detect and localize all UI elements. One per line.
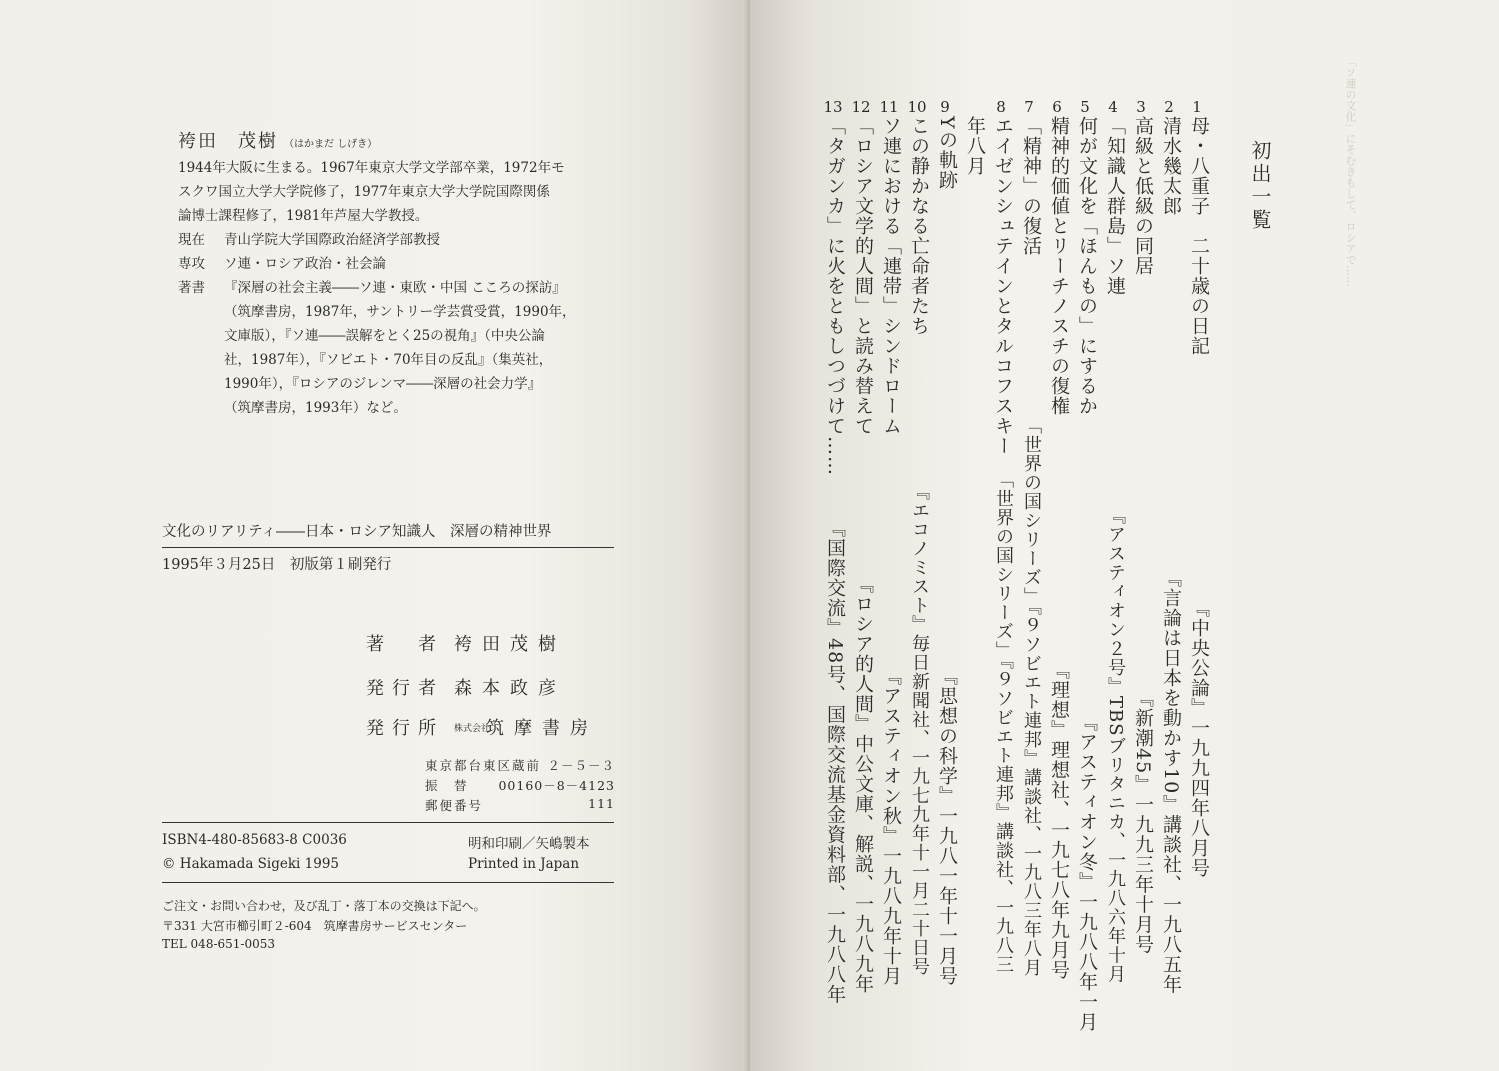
address-value: ２－５－３ [547, 758, 615, 773]
bio-line: 1944年大阪に生まる。1967年東京大学文学部卒業，1972年モ [178, 160, 565, 176]
works-line: （筑摩書房，1993年）など。 [224, 400, 407, 416]
item-title: Yの軌跡 [936, 116, 958, 190]
publisher-value: 筑摩書房 [486, 718, 598, 739]
item-source: 「世界の国シリーズ」『９ソビエト連邦』講談社、一九八三 [993, 470, 1014, 974]
item-title: 「タガンカ」に火をともしつづけて…… [824, 116, 846, 476]
works-line: （筑摩書房，1987年，サントリー学芸賞受賞，1990年， [224, 304, 576, 320]
item-source: 『エコノミスト』毎日新聞社、一九七九年十一月二十日号 [909, 482, 930, 976]
item-title: エイゼンシュテインとタルコフスキー [992, 116, 1014, 456]
works-line: 『深層の社会主義――ソ連・東欧・中国 こころの探訪』 [224, 280, 566, 296]
works-line: 1990年），『ロシアのジレンマ――深層の社会力学』 [224, 376, 542, 392]
current-position [178, 228, 618, 252]
item-source: 『アスティオン冬』一九八八年一月 [1076, 712, 1098, 1032]
bio-line: スクワ国立大学大学院修了，1977年東京大学大学院国際関係 [178, 184, 550, 200]
item-source: 『国際交流』48号、国際交流基金資料部、一九八八年 [824, 518, 846, 1005]
publisher-kabu: 株式会社 [454, 724, 491, 734]
item-title: 何が文化を「ほんもの」にするか [1076, 116, 1098, 416]
item-number: 6 [1052, 98, 1062, 116]
item-title: ソ連における「連帯」シンドローム [880, 116, 902, 436]
item-source: 『新潮45』一九九三年十月号 [1132, 688, 1154, 955]
printer: 明和印刷／矢嶋製本 [468, 836, 590, 852]
field-label: 専攻 [178, 256, 205, 272]
publisher-credit [366, 714, 598, 740]
item-title: 「精神」の復活 [1020, 116, 1042, 256]
transfer-label: 振 替 [425, 778, 469, 793]
item-source: 『言論は日本を動かす10』講談社、一九八五年 [1160, 568, 1182, 995]
copyright: © Hakamada Sigeki 1995 [162, 856, 340, 872]
field-value: ソ連・ロシア政治・社会論 [224, 256, 386, 272]
bio-line: 論博士課程修了，1981年芦屋大学教授。 [178, 208, 429, 224]
item-title: 清水幾太郎 [1160, 116, 1182, 216]
specialty [178, 252, 618, 276]
publisher-person-value: 森本政彦 [454, 678, 566, 699]
item-source: 「世界の国シリーズ」『９ソビエト連邦』講談社、一九八三年八月 [1021, 416, 1042, 977]
item-number: 7 [1024, 98, 1034, 116]
postal-code [425, 796, 615, 814]
publisher-address [425, 756, 615, 774]
item-number: 8 [996, 98, 1006, 116]
divider [162, 547, 614, 548]
item-source: 『思想の科学』一九八一年十一月号 [936, 666, 958, 986]
item-title: この静かなる亡命者たち [908, 116, 930, 336]
transfer-value: 00160－8－4123 [498, 778, 615, 793]
section-title: 初出一覧 [1248, 140, 1272, 232]
postal-label: 郵便番号 [425, 798, 484, 813]
current-label: 現在 [178, 232, 205, 248]
author-reading: （はかまだ しげき） [284, 139, 378, 150]
works-line: 社，1987年），『ソビエト・70年目の反乱』（集英社， [224, 352, 553, 368]
item-number: 10 [907, 98, 927, 116]
item-number: 11 [879, 98, 899, 116]
item-title: 「知識人群島」ソ連 [1104, 116, 1126, 296]
item-source: 『中央公論』一九九四年八月号 [1188, 598, 1210, 878]
works-line: 文庫版），『ソ連――誤解をとく25の視角』（中央公論 [224, 328, 545, 344]
notice-line: 〒331 大宮市櫛引町２-604 筑摩書房サービスセンター [162, 919, 468, 933]
works-label: 著書 [178, 280, 205, 296]
works-row [178, 276, 618, 300]
author-name [178, 127, 377, 153]
item-title: 高級と低級の同居 [1132, 116, 1154, 276]
item-number: 9 [940, 98, 950, 116]
address-label: 東京都台東区蔵前 [425, 758, 542, 773]
author-label: 著 者 [366, 634, 444, 655]
item-source: 『アスティオン秋』一九八九年十月 [880, 666, 902, 986]
current-value: 青山学院大学国際政治経済学部教授 [224, 232, 440, 248]
item-number: 1 [1192, 98, 1202, 116]
item-number: 12 [851, 98, 871, 116]
right-page [750, 0, 1499, 1071]
author-bio [178, 156, 618, 228]
item-title: 母・八重子 二十歳の日記 [1188, 116, 1210, 356]
item-number: 3 [1136, 98, 1146, 116]
item-title: 「ロシア文学的人間」と読み替えて [852, 116, 874, 436]
postal-value: 111 [588, 796, 615, 811]
edition-date: 1995年３月25日 初版第１刷発行 [162, 557, 392, 573]
works-list [224, 300, 624, 420]
notice-line: TEL 048-651-0053 [162, 937, 276, 951]
item-number: 13 [823, 98, 843, 116]
divider [162, 882, 614, 883]
item-source: 『理想』理想社、一九七八年九月号 [1048, 660, 1070, 980]
publisher-person-label: 発行者 [366, 678, 444, 699]
item-source: 『ロシア的人間』中公文庫、解説、一九八九年 [852, 574, 874, 994]
item-number: 2 [1164, 98, 1174, 116]
divider [162, 822, 614, 823]
publisher-label: 発行所 [366, 718, 444, 739]
book-title: 文化のリアリティ――日本・ロシア知識人 深層の精神世界 [162, 524, 552, 540]
item-source-continued: 年八月 [964, 116, 986, 176]
author-credit [366, 630, 566, 656]
notice-line: ご注文・お問い合わせ，及び乱丁・落丁本の交換は下記へ。 [162, 899, 486, 913]
author-value: 袴田茂樹 [454, 634, 566, 655]
running-head: 「ソ連の文化」にそむきもして、ロシアで…… [1344, 56, 1357, 287]
publisher-person-credit [366, 674, 566, 700]
isbn: ISBN4-480-85683-8 C0036 [162, 832, 347, 848]
item-number: 4 [1108, 98, 1118, 116]
item-title: 精神的価値とリーチノスチの復権 [1048, 116, 1070, 416]
item-number: 5 [1080, 98, 1090, 116]
printed-in: Printed in Japan [468, 856, 580, 872]
item-source: 『アスティオン２号』TBSブリタニカ、一九八六年十月 [1105, 506, 1126, 984]
transfer-account [425, 776, 615, 794]
author-name-text: 袴田 茂樹 [178, 131, 278, 152]
